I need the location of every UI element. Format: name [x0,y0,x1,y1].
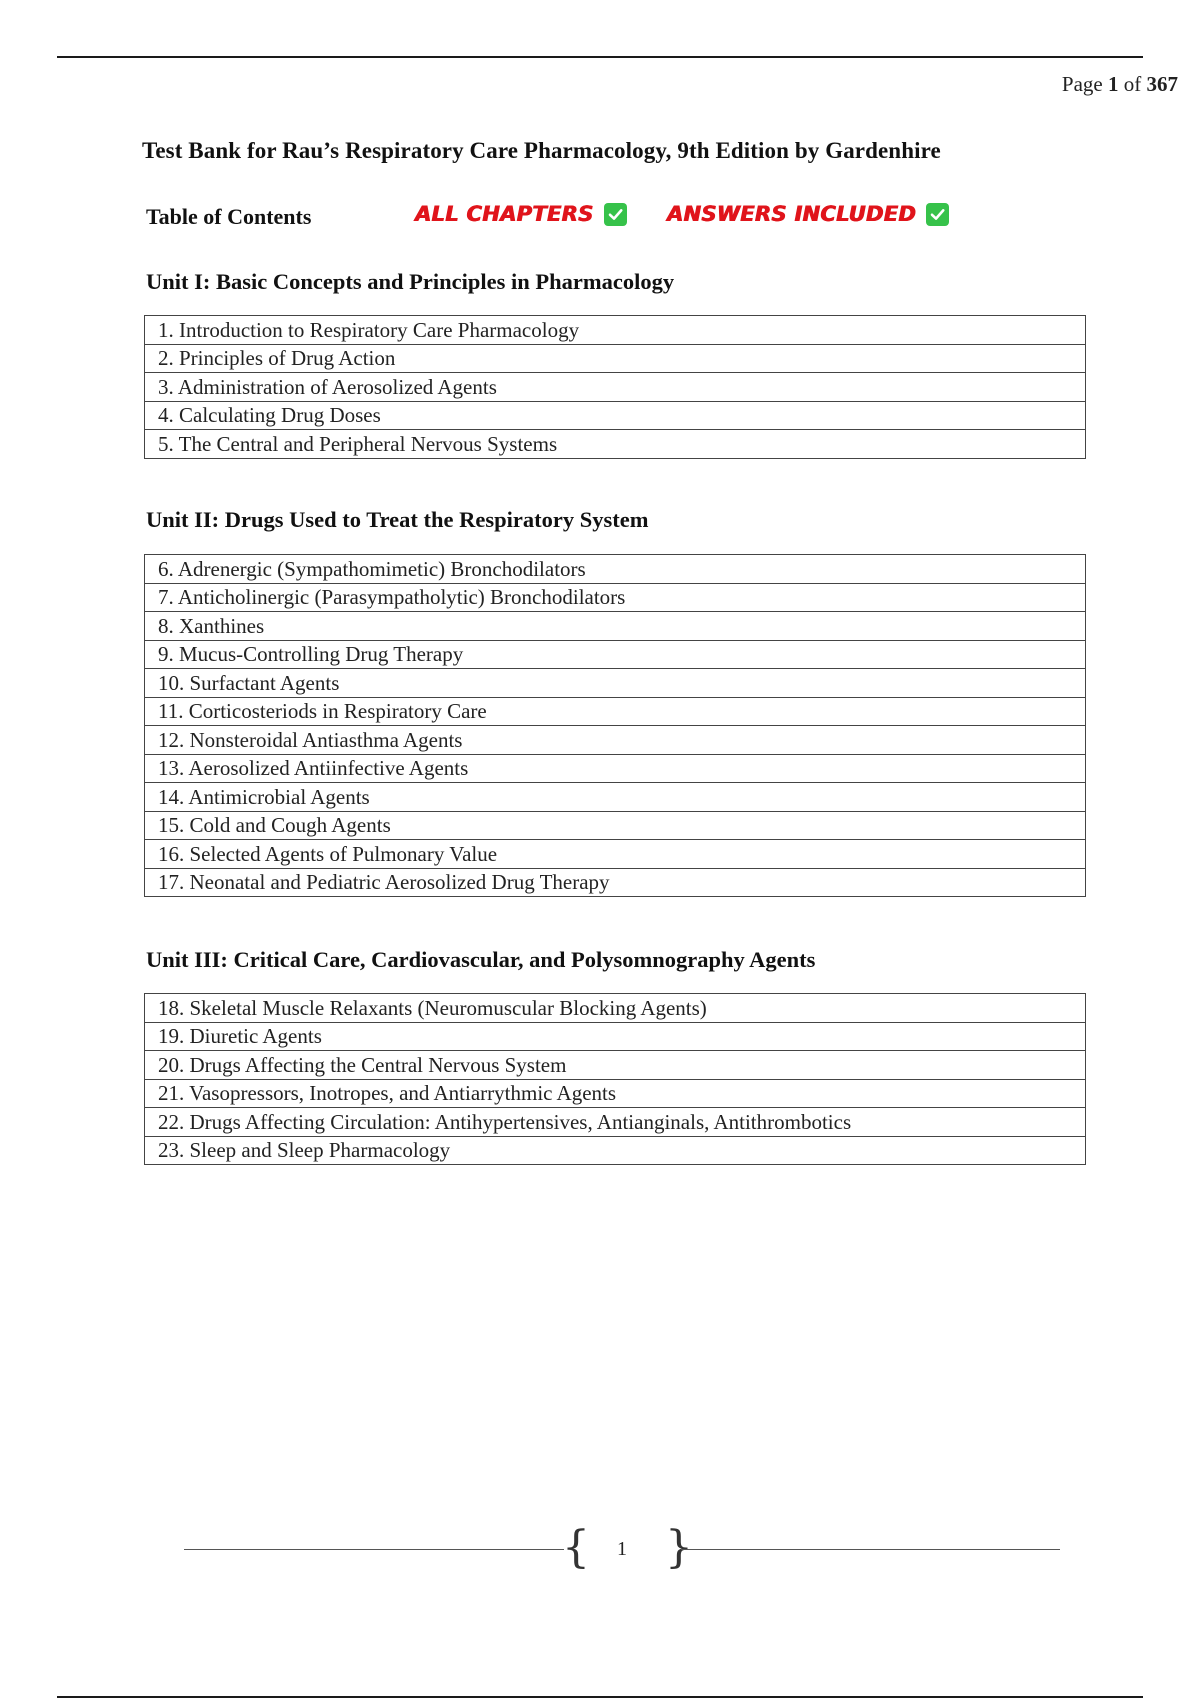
badge-label: ALL CHAPTERS [415,202,594,226]
top-rule [57,56,1143,58]
right-brace-ornament: } [665,1522,693,1573]
chapter-row: 7. Anticholinergic (Parasympatholytic) Bronchodilators [145,583,1086,612]
page-indicator [1062,72,1178,97]
unit-1-chapter-table [144,315,1086,459]
chapter-row: 12. Nonsteroidal Antiasthma Agents [145,726,1086,755]
chapter-row: 22. Drugs Affecting Circulation: Antihypertensives, Antianginals, Antithrombotics [145,1108,1086,1137]
unit-3-heading: Unit III: Critical Care, Cardiovascular, and Polysomnography Agents [146,947,816,972]
chapter-row: 9. Mucus-Controlling Drug Therapy [145,640,1086,669]
chapter-row: 16. Selected Agents of Pulmonary Value [145,840,1086,869]
unit-2-heading: Unit II: Drugs Used to Treat the Respiratory System [146,507,649,532]
unit-2-chapter-table [144,554,1086,897]
chapter-row: 11. Corticosteriods in Respiratory Care [145,697,1086,726]
footer-page-number: 1 [617,1538,627,1560]
toc-heading: Table of Contents [146,204,312,229]
chapter-row: 2. Principles of Drug Action [145,344,1086,373]
chapter-row: 13. Aerosolized Antiinfective Agents [145,754,1086,783]
page-of: of [1123,72,1142,96]
chapter-row: 15. Cold and Cough Agents [145,811,1086,840]
chapter-row: 10. Surfactant Agents [145,669,1086,698]
unit-3-chapter-table [144,993,1086,1165]
all-chapters-badge [415,202,627,226]
footer-rule-right [681,1549,1060,1550]
answers-included-badge [667,202,949,226]
chapter-row: 8. Xanthines [145,612,1086,641]
page-total: 367 [1146,72,1178,96]
check-box-icon [926,203,949,226]
bottom-rule [57,1696,1143,1698]
chapter-row: 5. The Central and Peripheral Nervous Systems [145,430,1086,459]
chapter-row: 14. Antimicrobial Agents [145,783,1086,812]
unit-1-heading: Unit I: Basic Concepts and Principles in Pharmacology [146,269,675,294]
chapter-row: 20. Drugs Affecting the Central Nervous System [145,1051,1086,1080]
chapter-row: 3. Administration of Aerosolized Agents [145,373,1086,402]
left-brace-ornament: { [562,1522,590,1573]
chapter-row: 1. Introduction to Respiratory Care Pharmacology [158,317,580,342]
footer-rule-left [184,1549,564,1550]
check-box-icon [604,203,627,226]
chapter-row: 19. Diuretic Agents [145,1022,1086,1051]
document-title: Test Bank for Rau’s Respiratory Care Pharmacology, 9th Edition by Gardenhire [142,138,941,163]
chapter-row: 17. Neonatal and Pediatric Aerosolized Drug Therapy [145,868,1086,897]
chapter-row: 23. Sleep and Sleep Pharmacology [145,1136,1086,1165]
page-current: 1 [1108,72,1119,96]
chapter-row: 18. Skeletal Muscle Relaxants (Neuromuscular Blocking Agents) [158,995,707,1020]
badge-label: ANSWERS INCLUDED [667,202,917,226]
page-prefix: Page [1061,72,1103,96]
chapter-row: 6. Adrenergic (Sympathomimetic) Bronchodilators [158,556,586,581]
chapter-row: 21. Vasopressors, Inotropes, and Antiarrythmic Agents [145,1079,1086,1108]
chapter-row: 4. Calculating Drug Doses [145,401,1086,430]
